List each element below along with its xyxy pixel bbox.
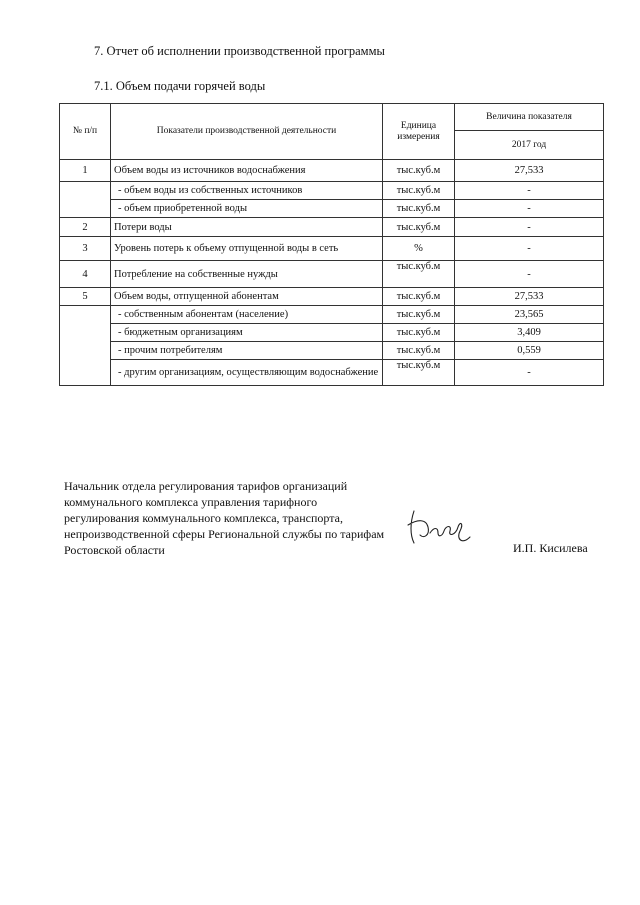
row-value: 23,565 <box>455 306 604 324</box>
row-name: Уровень потерь к объему отпущенной воды в сеть <box>111 237 383 261</box>
row-value: - <box>455 360 604 386</box>
table-row <box>60 160 604 182</box>
row-value: - <box>455 261 604 288</box>
row-num: 2 <box>60 218 111 237</box>
table-row <box>60 342 604 360</box>
row-unit: тыс.куб.м <box>383 200 455 218</box>
row-value: - <box>455 182 604 200</box>
header-unit: Единица измерения <box>383 104 455 160</box>
row-num: 5 <box>60 288 111 306</box>
row-unit: тыс.куб.м <box>383 288 455 306</box>
row-value: 3,409 <box>455 324 604 342</box>
row-value: - <box>455 218 604 237</box>
row-value: - <box>455 237 604 261</box>
row-name: - собственным абонентам (население) <box>111 306 383 324</box>
footer-position: Начальник отдела регулирования тарифов организаций коммунального комплекса управления тарифного регулирования коммунального комплекса, транспорта, непроизводственной сферы Региональной службы по тарифам Ростовской области <box>64 479 385 557</box>
row-value: 27,533 <box>455 160 604 182</box>
row-name: - бюджетным организациям <box>111 324 383 342</box>
table-row <box>60 237 604 261</box>
table-row <box>60 306 604 324</box>
table-row <box>60 324 604 342</box>
row-value: - <box>455 200 604 218</box>
table-row <box>60 182 604 200</box>
page-heading: 7. Отчет об исполнении производственной программы <box>94 44 385 58</box>
row-num: 1 <box>60 160 111 182</box>
table-row <box>60 360 604 386</box>
row-name: - объем приобретенной воды <box>111 200 383 218</box>
row-name: Потери воды <box>111 218 383 237</box>
table-row <box>60 261 604 288</box>
row-name: Потребление на собственные нужды <box>111 261 383 288</box>
row-unit: тыс.куб.м <box>383 324 455 342</box>
row-name: - прочим потребителям <box>111 342 383 360</box>
header-indicator: Показатели производственной деятельности <box>111 104 383 160</box>
header-year: 2017 год <box>455 131 604 160</box>
row-unit: тыс.куб.м <box>383 360 455 386</box>
row-num <box>60 182 111 218</box>
row-name: - объем воды из собственных источников <box>111 182 383 200</box>
table-row <box>60 200 604 218</box>
row-value: 0,559 <box>455 342 604 360</box>
row-num: 4 <box>60 261 111 288</box>
header-value: Величина показателя <box>455 104 604 131</box>
production-table <box>59 103 604 386</box>
row-name: Объем воды, отпущенной абонентам <box>111 288 383 306</box>
row-unit: тыс.куб.м <box>383 182 455 200</box>
row-value: 27,533 <box>455 288 604 306</box>
row-name: Объем воды из источников водоснабжения <box>111 160 383 182</box>
table-row <box>60 288 604 306</box>
row-name: - другим организациям, осуществляющим водоснабжение <box>111 360 383 386</box>
section-subheading: 7.1. Объем подачи горячей воды <box>94 79 266 93</box>
row-num <box>60 306 111 386</box>
header-num: № п/п <box>60 104 111 160</box>
row-unit: тыс.куб.м <box>383 342 455 360</box>
signatory-name: И.П. Кисилева <box>513 541 588 555</box>
signature-mark <box>404 505 474 549</box>
row-unit: тыс.куб.м <box>383 306 455 324</box>
row-unit: тыс.куб.м <box>383 160 455 182</box>
table-row <box>60 218 604 237</box>
row-unit: тыс.куб.м <box>383 261 455 288</box>
row-num: 3 <box>60 237 111 261</box>
row-unit: % <box>383 237 455 261</box>
row-unit: тыс.куб.м <box>383 218 455 237</box>
